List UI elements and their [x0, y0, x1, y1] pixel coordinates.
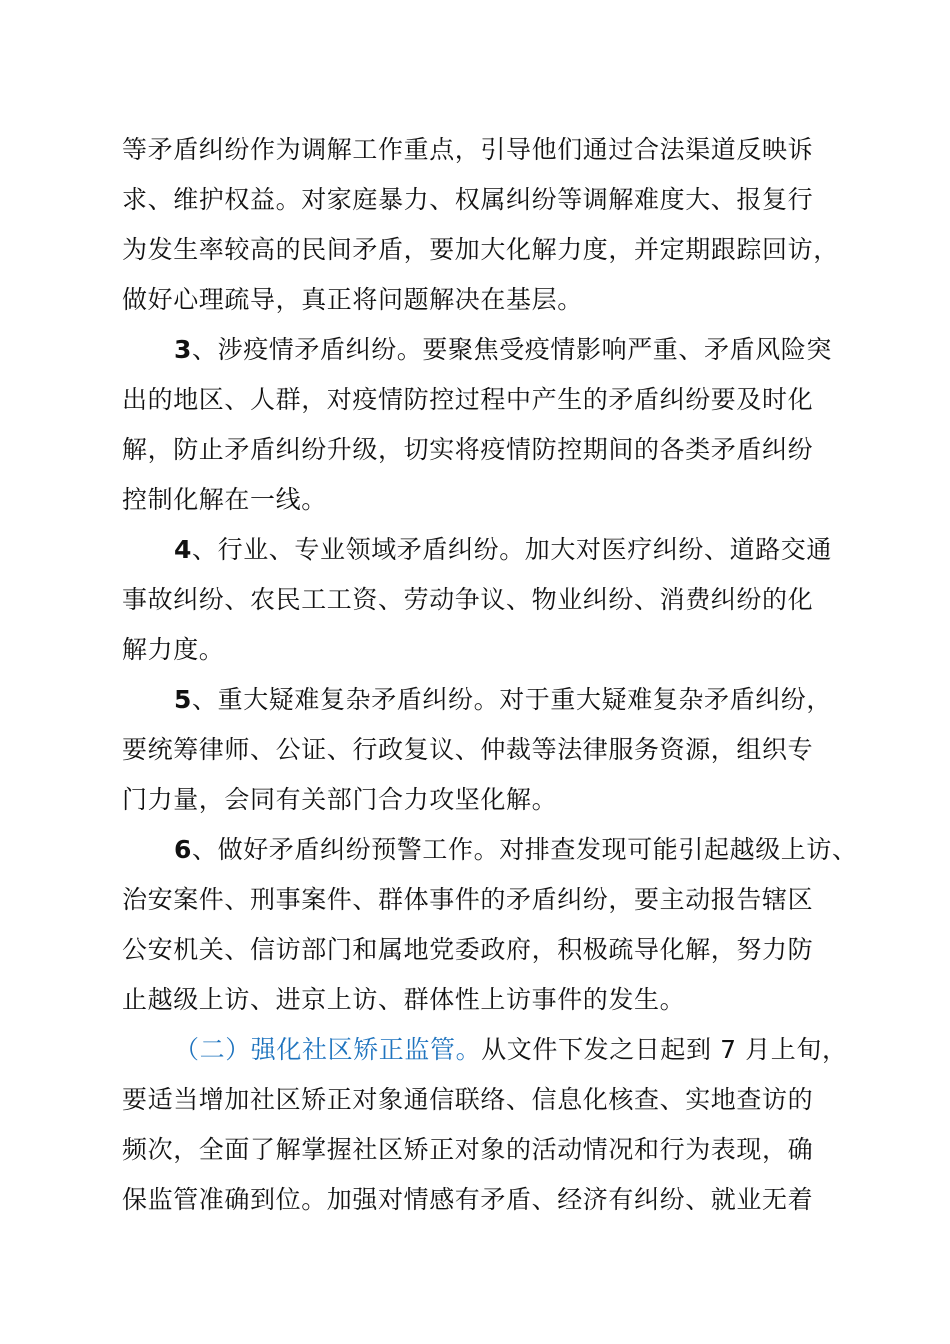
text-line: 做好心理疏导，真正将问题解决在基层。 [122, 285, 583, 314]
text-line: 事故纠纷、农民工工资、劳动争议、物业纠纷、消费纠纷的化 [122, 585, 814, 614]
item-number: 6 [174, 835, 192, 864]
item-4-line [174, 530, 832, 570]
text-line: 要统筹律师、公证、行政复议、仲裁等法律服务资源，组织专 [122, 735, 814, 764]
text-line: 为发生率较高的民间矛盾，要加大化解力度，并定期跟踪回访， [122, 235, 839, 264]
text-line: 止越级上访、进京上访、群体性上访事件的发生。 [122, 985, 686, 1014]
item-number: 5 [174, 685, 192, 714]
text-line: 频次，全面了解掌握社区矫正对象的活动情况和行为表现，确 [122, 1135, 814, 1164]
text-line: 解，防止矛盾纠纷升级，切实将疫情防控期间的各类矛盾纠纷 [122, 435, 814, 464]
item-text: 、做好矛盾纠纷预警工作。对排查发现可能引起越级上访、 [192, 835, 858, 864]
text-line: 保监管准确到位。加强对情感有矛盾、经济有纠纷、就业无着 [122, 1185, 814, 1214]
text-line: 出的地区、人群，对疫情防控过程中产生的矛盾纠纷要及时化 [122, 385, 814, 414]
text-line: 求、维护权益。对家庭暴力、权属纠纷等调解难度大、报复行 [122, 185, 814, 214]
text-line: 公安机关、信访部门和属地党委政府，积极疏导化解，努力防 [122, 935, 814, 964]
section-heading: （二）强化社区矫正监管。 [174, 1035, 482, 1064]
text-line: 等矛盾纠纷作为调解工作重点，引导他们通过合法渠道反映诉 [122, 135, 814, 164]
item-text: 、行业、专业领域矛盾纠纷。加大对医疗纠纷、道路交通 [192, 535, 833, 564]
section-heading-line [174, 1030, 848, 1070]
item-3-line [174, 330, 832, 370]
item-text: 、重大疑难复杂矛盾纠纷。对于重大疑难复杂矛盾纠纷， [192, 685, 833, 714]
section-text: 从文件下发之日起到 7 月上旬， [481, 1035, 848, 1064]
item-text: 、涉疫情矛盾纠纷。要聚焦受疫情影响严重、矛盾风险突 [192, 335, 833, 364]
text-line: 解力度。 [122, 635, 225, 664]
item-5-line [174, 680, 832, 720]
text-line: 要适当增加社区矫正对象通信联络、信息化核查、实地查访的 [122, 1085, 814, 1114]
item-6-line [174, 830, 858, 870]
item-number: 4 [174, 535, 192, 564]
text-line: 门力量，会同有关部门合力攻坚化解。 [122, 785, 558, 814]
text-line: 治安案件、刑事案件、群体事件的矛盾纠纷，要主动报告辖区 [122, 885, 814, 914]
text-line: 控制化解在一线。 [122, 485, 327, 514]
item-number: 3 [174, 335, 192, 364]
